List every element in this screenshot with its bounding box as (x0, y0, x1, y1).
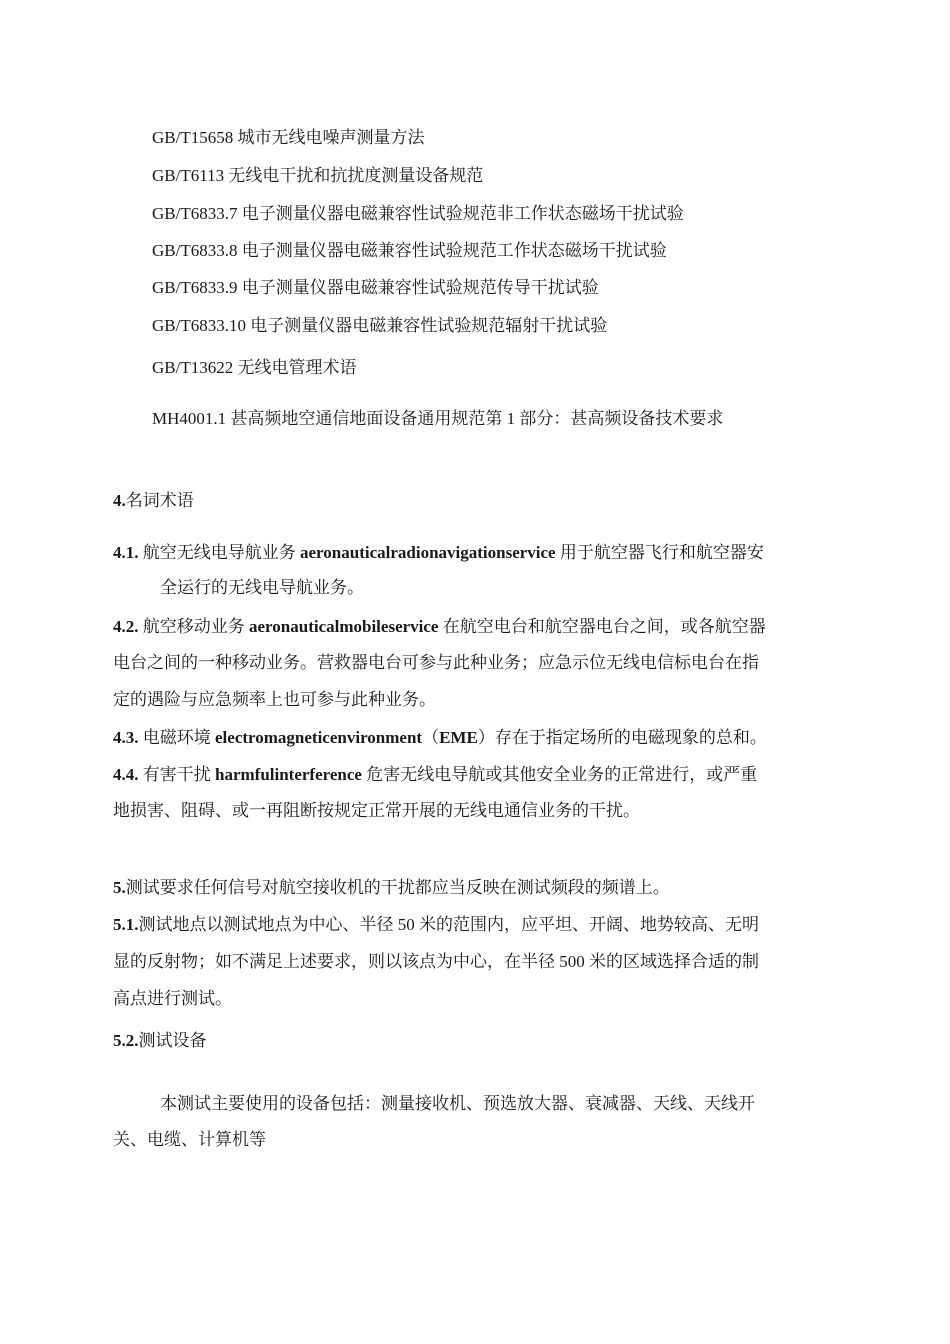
reference-item: GB/T6113 无线电干扰和抗扰度测量设备规范 (152, 166, 484, 185)
term-english: harmfulinterference (215, 765, 362, 784)
term-english: aeronauticalmobileservice (249, 617, 439, 636)
term-number: 4.4. (113, 765, 139, 784)
term-4-1 (113, 542, 764, 564)
section-number: 5.2. (113, 1031, 139, 1050)
term-definition: 在航空电台和航空器电台之间，或各航空器 (438, 617, 766, 636)
term-name: 电磁环境 (138, 728, 215, 747)
term-4-2 (113, 616, 766, 638)
section-text-cont: 高点进行测试。 (113, 989, 232, 1008)
section-title: 测试设备 (138, 1031, 207, 1050)
section-title: 名词术语 (125, 491, 194, 510)
reference-item: GB/T6833.10 电子测量仪器电磁兼容性试验规范辐射干扰试验 (152, 316, 608, 335)
term-abbreviation: EME (439, 728, 478, 747)
section-text-cont: 显的反射物；如不满足上述要求，则以该点为中心，在半径 500 米的区域选择合适的制 (113, 952, 759, 971)
term-definition-cont: 电台之间的一种移动业务。营救器电台可参与此种业务；应急示位无线电信标电台在指 (113, 653, 759, 672)
term-number: 4.1. (113, 543, 139, 562)
section-text: 测试要求任何信号对航空接收机的干扰都应当反映在测试频段的频谱上。 (125, 878, 670, 897)
section-text: 测试地点以测试地点为中心、半径 50 米的范围内，应平坦、开阔、地势较高、无明 (138, 915, 759, 934)
section-5-2 (113, 1030, 207, 1052)
term-name: 航空移动业务 (138, 617, 249, 636)
term-name: 航空无线电导航业务 (138, 543, 300, 562)
reference-item: GB/T6833.9 电子测量仪器电磁兼容性试验规范传导干扰试验 (152, 278, 599, 297)
term-definition-cont: 全运行的无线电导航业务。 (160, 578, 364, 597)
term-name: 有害干扰 (138, 765, 215, 784)
reference-item: MH4001.1 甚高频地空通信地面设备通用规范第 1 部分：甚高频设备技术要求 (152, 409, 724, 428)
reference-item: GB/T13622 无线电管理术语 (152, 358, 357, 377)
term-4-4 (113, 764, 757, 786)
term-definition-cont: 地损害、阻碍、或一再阻断按规定正常开展的无线电通信业务的干扰。 (113, 801, 640, 820)
section-number: 5.1. (113, 915, 139, 934)
term-definition: ）存在于指定场所的电磁现象的总和。 (477, 728, 767, 747)
section-number: 4. (113, 491, 126, 510)
section-5-1 (113, 914, 759, 936)
section-5-heading (113, 877, 670, 899)
term-definition: 危害无线电导航或其他安全业务的正常进行，或严重 (361, 765, 758, 784)
term-english: electromagneticenvironment (215, 728, 423, 747)
reference-item: GB/T6833.7 电子测量仪器电磁兼容性试验规范非工作状态磁场干扰试验 (152, 204, 684, 223)
term-paren: （ (422, 728, 440, 747)
term-definition-cont: 定的遇险与应急频率上也可参与此种业务。 (113, 690, 436, 709)
paragraph-text-cont: 关、电缆、计算机等 (113, 1130, 266, 1149)
term-number: 4.2. (113, 617, 139, 636)
section-4-heading (113, 490, 194, 512)
reference-item: GB/T6833.8 电子测量仪器电磁兼容性试验规范工作状态磁场干扰试验 (152, 241, 667, 260)
term-definition: 用于航空器飞行和航空器安 (555, 543, 764, 562)
term-english: aeronauticalradionavigationservice (300, 543, 556, 562)
reference-item: GB/T15658 城市无线电噪声测量方法 (152, 128, 425, 147)
term-4-3 (113, 727, 767, 749)
term-number: 4.3. (113, 728, 139, 747)
paragraph-text: 本测试主要使用的设备包括：测量接收机、预选放大器、衰减器、天线、天线开 (160, 1094, 755, 1113)
section-number: 5. (113, 878, 126, 897)
